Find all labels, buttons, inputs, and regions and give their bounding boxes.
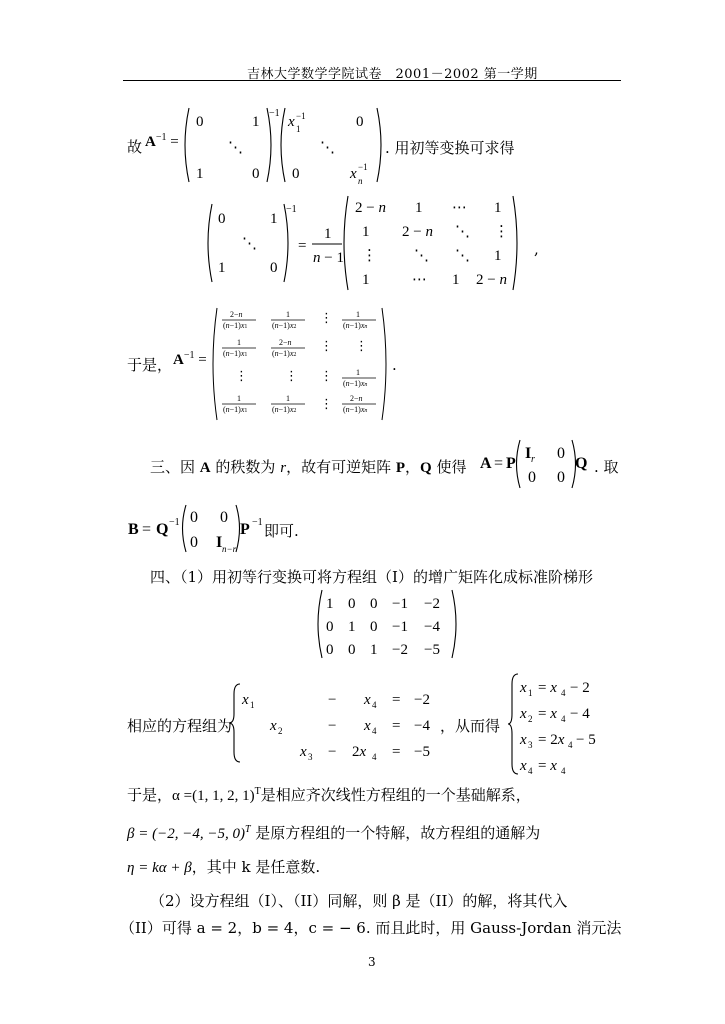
svg-text:1: 1 xyxy=(218,260,226,276)
s5-eta-expr: η = kα + β xyxy=(127,860,192,876)
svg-text:−2: −2 xyxy=(392,642,408,658)
s4-take: . 取 xyxy=(594,458,619,476)
s4-A: A xyxy=(199,460,211,476)
svg-text:2−n: 2−n xyxy=(230,310,243,319)
svg-text:=: = xyxy=(392,692,401,708)
svg-text:1: 1 xyxy=(415,200,423,216)
svg-text:−1: −1 xyxy=(392,596,408,612)
s4-r: r xyxy=(280,460,287,476)
svg-text:1: 1 xyxy=(528,688,533,698)
svg-text:⋮: ⋮ xyxy=(320,311,333,326)
svg-text:3: 3 xyxy=(308,752,313,762)
svg-text:x: x xyxy=(520,706,527,722)
svg-text:B: B xyxy=(128,521,139,538)
svg-text:=: = xyxy=(392,744,401,760)
svg-text:3: 3 xyxy=(528,740,533,750)
svg-text:I: I xyxy=(216,534,223,551)
s4-l2: 的秩数为 xyxy=(215,458,276,476)
svg-text:⋯: ⋯ xyxy=(452,198,467,216)
s5-part2-line2: （II）可得 a = 2，b = 4，c = − 6. 而且此时，用 Gauss-Jordan 消元法 xyxy=(120,919,622,937)
svg-text:1: 1 xyxy=(326,596,334,612)
svg-text:⋮: ⋮ xyxy=(362,246,377,264)
svg-text:1: 1 xyxy=(356,368,360,377)
svg-text:= x: = x xyxy=(538,680,557,696)
s5-system xyxy=(228,680,448,766)
svg-text:1: 1 xyxy=(324,226,332,242)
svg-text:⋮: ⋮ xyxy=(285,369,298,384)
svg-text:−4: −4 xyxy=(414,718,430,734)
svg-text:0: 0 xyxy=(557,469,565,486)
s5-beta-value: β = (−2, −4, −5, 0) xyxy=(127,826,245,842)
svg-text:− 4: − 4 xyxy=(570,706,590,722)
s5-solution-system xyxy=(508,670,608,780)
svg-text:2 − n: 2 − n xyxy=(355,200,386,216)
s5-alpha-value: α =(1, 1, 2, 1) xyxy=(172,788,255,804)
s5-augmented-matrix xyxy=(312,586,462,662)
svg-text:x: x xyxy=(288,114,295,130)
s5-then: ，从而得 xyxy=(440,717,501,735)
s1-a-inverse-symbol: $A^{-1}$ = xyxy=(145,132,179,150)
svg-text:4: 4 xyxy=(561,688,566,698)
svg-text:1: 1 xyxy=(196,166,204,182)
svg-text:x: x xyxy=(270,718,277,734)
svg-text:−5: −5 xyxy=(414,744,430,760)
svg-text:⋮: ⋮ xyxy=(320,339,333,354)
svg-text:⋮: ⋮ xyxy=(320,397,333,412)
s1-matrix-expression xyxy=(180,102,400,188)
svg-text:4: 4 xyxy=(528,766,533,776)
svg-text:4: 4 xyxy=(372,700,377,710)
svg-text:0: 0 xyxy=(190,534,198,551)
svg-text:A: A xyxy=(480,455,492,472)
s4-l3: ，故有可逆矩阵 xyxy=(286,458,392,476)
svg-text:4: 4 xyxy=(372,752,377,762)
svg-text:1: 1 xyxy=(348,619,356,635)
s4-PQ: P xyxy=(395,460,406,476)
svg-text:1: 1 xyxy=(362,272,370,288)
s5-intro: 四、（1）用初等行变换可将方程组（I）的增广矩阵化成标准阶梯形 xyxy=(150,568,593,586)
s5-alpha-lead: 于是， xyxy=(127,786,173,804)
svg-text:x: x xyxy=(300,744,307,760)
svg-text:0: 0 xyxy=(270,260,278,276)
svg-text:0: 0 xyxy=(196,114,204,130)
svg-text:= x: = x xyxy=(538,706,557,722)
svg-text:I: I xyxy=(525,445,532,462)
svg-text:1: 1 xyxy=(494,248,502,264)
svg-text:−1: −1 xyxy=(169,517,180,528)
svg-text:⋱: ⋱ xyxy=(320,140,335,156)
svg-text:(n−1)xn: (n−1)xn xyxy=(343,321,368,330)
svg-text:−1: −1 xyxy=(296,111,306,121)
svg-text:2: 2 xyxy=(528,714,533,724)
svg-text:0: 0 xyxy=(190,509,198,526)
svg-text:−2: −2 xyxy=(414,692,430,708)
svg-text:1: 1 xyxy=(286,394,290,403)
svg-text:0: 0 xyxy=(370,619,378,635)
svg-text:1: 1 xyxy=(286,310,290,319)
svg-text:4: 4 xyxy=(561,714,566,724)
svg-text:⋱: ⋱ xyxy=(455,224,470,240)
svg-text:(n−1)xn: (n−1)xn xyxy=(343,379,368,388)
svg-text:−1: −1 xyxy=(392,619,408,635)
s1-lead-text: 故 xyxy=(127,138,143,156)
s3-period: . xyxy=(392,356,397,374)
svg-text:⋮: ⋮ xyxy=(355,339,368,354)
svg-text:0: 0 xyxy=(326,642,334,658)
s4-l1: 三、因 xyxy=(150,458,196,476)
svg-text:x: x xyxy=(242,692,249,708)
svg-text:−1: −1 xyxy=(286,204,297,215)
svg-text:=: = xyxy=(392,718,401,734)
s5-alpha-tail: 是相应齐次线性方程组的一个基础解系， xyxy=(260,786,531,804)
page-header: 吉林大学数学学院试卷 2001－2002 第一学期 xyxy=(247,67,538,82)
svg-text:0: 0 xyxy=(370,596,378,612)
svg-text:n: n xyxy=(358,176,363,186)
header-rule xyxy=(123,80,621,81)
s5-eta-tail: ，其中 k 是任意数. xyxy=(191,858,321,876)
svg-text:Q: Q xyxy=(156,521,169,538)
svg-text:0: 0 xyxy=(557,445,565,462)
svg-text:0: 0 xyxy=(292,166,300,182)
svg-text:⋮: ⋮ xyxy=(494,222,509,240)
svg-text:⋯: ⋯ xyxy=(412,270,427,288)
svg-text:−4: −4 xyxy=(424,619,440,635)
page-number: 3 xyxy=(368,955,376,969)
s5-beta-line: β = (−2, −4, −5, 0)$^T$ 是原方程组的一个特解，故方程组的通解为 xyxy=(127,824,541,842)
svg-text:− 2: − 2 xyxy=(570,680,590,696)
svg-text:⋱: ⋱ xyxy=(414,248,429,264)
svg-text:0: 0 xyxy=(220,509,228,526)
svg-text:0: 0 xyxy=(528,469,536,486)
svg-text:P: P xyxy=(240,521,250,538)
svg-text:⋱: ⋱ xyxy=(242,236,257,252)
svg-text:2: 2 xyxy=(278,726,283,736)
svg-text:(n−1)x2: (n−1)x2 xyxy=(272,349,297,358)
svg-text:0: 0 xyxy=(326,619,334,635)
svg-text:r: r xyxy=(531,454,535,465)
svg-text:2 − n: 2 − n xyxy=(476,272,507,288)
svg-text:2 − n: 2 − n xyxy=(402,224,433,240)
s4-l4: 使得 xyxy=(436,458,467,476)
svg-text:(n−1)xn: (n−1)xn xyxy=(343,405,368,414)
svg-text:0: 0 xyxy=(356,114,364,130)
svg-text:⋮: ⋮ xyxy=(235,369,248,384)
svg-text:x: x xyxy=(520,680,527,696)
svg-text:4: 4 xyxy=(372,726,377,736)
svg-text:0: 0 xyxy=(348,596,356,612)
svg-text:= x: = x xyxy=(538,758,557,774)
svg-text:⋮: ⋮ xyxy=(320,369,333,384)
s2-comma: , xyxy=(534,240,539,258)
svg-text:−1: −1 xyxy=(252,517,263,528)
svg-text:Q: Q xyxy=(575,455,588,472)
svg-text:1: 1 xyxy=(370,642,378,658)
svg-text:2x: 2x xyxy=(352,744,367,760)
svg-text:1: 1 xyxy=(356,310,360,319)
s5-corr-lead: 相应的方程组为 xyxy=(127,717,233,735)
svg-text:4: 4 xyxy=(561,766,566,776)
svg-text:(n−1)x1: (n−1)x1 xyxy=(223,321,248,330)
svg-text:− 5: − 5 xyxy=(576,732,596,748)
svg-text:−: − xyxy=(328,744,337,760)
svg-text:=: = xyxy=(298,238,307,254)
svg-text:−1: −1 xyxy=(358,162,368,172)
svg-text:P: P xyxy=(506,455,516,472)
s3-big-matrix xyxy=(208,305,398,423)
svg-text:(n−1)x1: (n−1)x1 xyxy=(223,405,248,414)
s5-part2-line1: （2）设方程组（I）、（II）同解，则 β 是（II）的解，将其代入 xyxy=(150,892,568,910)
s4-b-definition xyxy=(126,502,276,556)
svg-text:0: 0 xyxy=(218,211,226,227)
s3-a-inverse-symbol: $A^{-1}$ = xyxy=(173,350,207,368)
svg-text:1: 1 xyxy=(296,124,301,134)
svg-text:(n−1)x1: (n−1)x1 xyxy=(223,349,248,358)
svg-text:4: 4 xyxy=(568,740,573,750)
svg-text:1: 1 xyxy=(362,224,370,240)
svg-text:2−n: 2−n xyxy=(279,338,292,347)
svg-text:1: 1 xyxy=(270,211,278,227)
svg-text:x: x xyxy=(364,718,371,734)
svg-text:(n−1)x2: (n−1)x2 xyxy=(272,321,297,330)
svg-text:=: = xyxy=(494,455,504,472)
s1-tail-text: . 用初等变换可求得 xyxy=(385,139,515,157)
svg-text:−5: −5 xyxy=(424,642,440,658)
svg-text:⋱: ⋱ xyxy=(455,248,470,264)
s4-line: 三、因 A 的秩数为 r，故有可逆矩阵 P，Q 使得 xyxy=(150,458,467,476)
s5-eta-line xyxy=(127,856,320,877)
s3-lead-text: 于是， xyxy=(127,356,173,374)
s2-inverse-equation xyxy=(200,190,530,296)
svg-text:(n−1)x2: (n−1)x2 xyxy=(272,405,297,414)
s5-alpha-line: 于是，α =(1, 1, 2, 1)$^T$是相应齐次线性方程组的一个基础解系， xyxy=(127,786,531,804)
svg-text:1: 1 xyxy=(237,338,241,347)
svg-text:n−r: n−r xyxy=(222,544,237,554)
svg-text:1: 1 xyxy=(250,700,255,710)
svg-text:−: − xyxy=(328,692,337,708)
svg-text:x: x xyxy=(350,166,357,182)
svg-text:0: 0 xyxy=(348,642,356,658)
svg-text:⋱: ⋱ xyxy=(228,140,243,156)
svg-text:n − 1: n − 1 xyxy=(313,250,344,266)
svg-text:0: 0 xyxy=(252,166,260,182)
svg-text:x: x xyxy=(364,692,371,708)
svg-text:=: = xyxy=(142,521,152,538)
svg-text:−1: −1 xyxy=(269,108,280,119)
svg-text:x: x xyxy=(520,758,527,774)
s4-tail: 即可. xyxy=(264,522,299,540)
svg-text:−: − xyxy=(328,718,337,734)
svg-text:1: 1 xyxy=(237,394,241,403)
svg-text:−2: −2 xyxy=(424,596,440,612)
svg-text:1: 1 xyxy=(252,114,260,130)
svg-text:x: x xyxy=(520,732,527,748)
s5-beta-tail: 是原方程组的一个特解，故方程组的通解为 xyxy=(255,824,541,842)
svg-text:= 2x: = 2x xyxy=(538,732,565,748)
svg-text:1: 1 xyxy=(494,200,502,216)
svg-text:2−n: 2−n xyxy=(350,394,363,403)
s4-decomposition xyxy=(478,436,598,492)
svg-text:1: 1 xyxy=(452,272,460,288)
